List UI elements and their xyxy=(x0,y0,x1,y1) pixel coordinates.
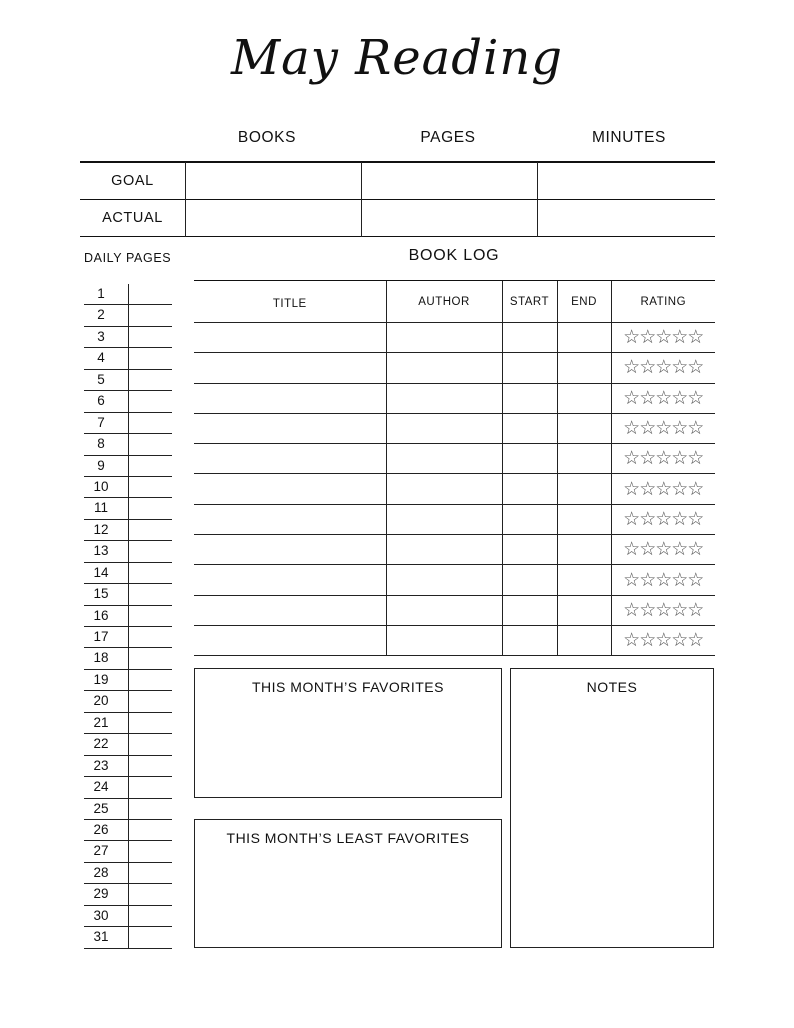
daily-pages-row[interactable] xyxy=(84,841,172,862)
rating-stars[interactable]: ☆☆☆☆☆ xyxy=(611,504,715,534)
day-number: 12 xyxy=(93,521,109,537)
day-number: 24 xyxy=(93,779,109,795)
rating-column-header: RATING xyxy=(611,281,715,323)
minutes-goal-field[interactable] xyxy=(538,163,714,198)
daily-pages-row[interactable] xyxy=(84,734,172,755)
author-cell[interactable] xyxy=(386,625,502,655)
daily-pages-row[interactable] xyxy=(84,498,172,519)
author-cell[interactable] xyxy=(386,383,502,413)
day-number: 18 xyxy=(93,650,109,666)
day-number: 13 xyxy=(93,543,109,559)
title-cell[interactable] xyxy=(194,383,386,413)
start-cell[interactable] xyxy=(502,504,557,534)
day-number: 3 xyxy=(97,328,105,344)
day-number: 30 xyxy=(93,907,109,923)
books-actual-field[interactable] xyxy=(186,200,360,235)
day-number: 10 xyxy=(93,478,109,494)
title-cell[interactable] xyxy=(194,353,386,383)
book-log-row xyxy=(194,625,715,655)
day-number: 4 xyxy=(97,350,105,366)
notes-title: NOTES xyxy=(586,679,638,695)
daily-pages-row[interactable] xyxy=(84,799,172,820)
book-log-table xyxy=(194,280,715,656)
day-number: 23 xyxy=(93,757,109,773)
title-cell[interactable] xyxy=(194,413,386,443)
day-number: 6 xyxy=(97,393,105,409)
author-cell[interactable] xyxy=(386,595,502,625)
minutes-column-header: MINUTES xyxy=(592,129,666,146)
favorites-title: THIS MONTH’S FAVORITES xyxy=(252,679,444,695)
daily-pages-row[interactable] xyxy=(84,456,172,477)
book-log-row xyxy=(194,565,715,595)
day-number: 19 xyxy=(93,671,109,687)
daily-pages-row[interactable] xyxy=(84,541,172,562)
title-cell[interactable] xyxy=(194,625,386,655)
day-number: 17 xyxy=(93,629,109,644)
author-cell[interactable] xyxy=(386,323,502,353)
author-cell[interactable] xyxy=(386,444,502,474)
daily-pages-title: DAILY PAGES xyxy=(84,251,172,265)
books-goal-field[interactable] xyxy=(186,163,360,198)
book-log-row xyxy=(194,444,715,474)
least-favorites-title: THIS MONTH’S LEAST FAVORITES xyxy=(226,830,470,846)
end-cell[interactable] xyxy=(557,474,611,504)
author-cell[interactable] xyxy=(386,413,502,443)
pages-actual-field[interactable] xyxy=(362,200,536,235)
rating-stars[interactable]: ☆☆☆☆☆ xyxy=(611,595,715,625)
page-title: May Reading xyxy=(230,30,564,86)
daily-pages-row[interactable] xyxy=(84,563,172,584)
start-cell[interactable] xyxy=(502,444,557,474)
book-log-row xyxy=(194,383,715,413)
daily-pages-row[interactable] xyxy=(84,477,172,498)
daily-pages-row[interactable] xyxy=(84,520,172,541)
book-log-row xyxy=(194,323,715,353)
goal-label: GOAL xyxy=(111,173,154,189)
rating-stars[interactable]: ☆☆☆☆☆ xyxy=(611,625,715,655)
end-cell[interactable] xyxy=(557,413,611,443)
least-favorites-box[interactable] xyxy=(194,819,502,948)
daily-pages-row[interactable] xyxy=(84,756,172,777)
author-cell[interactable] xyxy=(386,474,502,504)
start-cell[interactable] xyxy=(502,323,557,353)
book-log-row xyxy=(194,535,715,565)
daily-pages-row[interactable] xyxy=(84,584,172,605)
day-number: 14 xyxy=(93,564,109,580)
day-number: 26 xyxy=(93,821,109,837)
daily-pages-row[interactable] xyxy=(84,348,172,369)
end-cell[interactable] xyxy=(557,595,611,625)
start-column-header: START xyxy=(502,281,557,323)
author-cell[interactable] xyxy=(386,353,502,383)
daily-pages-row[interactable] xyxy=(84,648,172,669)
title-cell[interactable] xyxy=(194,535,386,565)
favorites-box[interactable] xyxy=(194,668,502,798)
book-log-title: BOOK LOG xyxy=(408,247,500,264)
day-number: 21 xyxy=(93,714,109,730)
rating-stars[interactable]: ☆☆☆☆☆ xyxy=(611,413,715,443)
rating-stars[interactable]: ☆☆☆☆☆ xyxy=(611,353,715,383)
title-cell[interactable] xyxy=(194,504,386,534)
book-log-row xyxy=(194,413,715,443)
daily-pages-row[interactable] xyxy=(84,413,172,434)
day-number: 27 xyxy=(93,843,109,859)
day-number: 9 xyxy=(97,457,105,473)
daily-pages-row[interactable] xyxy=(84,777,172,798)
books-column-header: BOOKS xyxy=(237,129,297,146)
daily-pages-row[interactable] xyxy=(84,284,172,305)
day-number: 1 xyxy=(97,286,105,301)
start-cell[interactable] xyxy=(502,535,557,565)
daily-pages-row[interactable] xyxy=(84,906,172,927)
summary-bottom-rule xyxy=(80,236,715,237)
day-number: 31 xyxy=(93,929,109,945)
daily-pages-row[interactable] xyxy=(84,327,172,348)
title-cell[interactable] xyxy=(194,444,386,474)
daily-pages-row[interactable] xyxy=(84,434,172,455)
rating-stars[interactable]: ☆☆☆☆☆ xyxy=(611,323,715,353)
start-cell[interactable] xyxy=(502,353,557,383)
daily-pages-row[interactable] xyxy=(84,691,172,712)
day-number: 20 xyxy=(93,693,109,709)
book-log-row xyxy=(194,353,715,383)
title-cell[interactable] xyxy=(194,323,386,353)
start-cell[interactable] xyxy=(502,474,557,504)
daily-pages-row[interactable] xyxy=(84,713,172,734)
title-cell[interactable] xyxy=(194,595,386,625)
book-log-row xyxy=(194,474,715,504)
end-cell[interactable] xyxy=(557,504,611,534)
daily-pages-table xyxy=(84,284,172,949)
author-cell[interactable] xyxy=(386,504,502,534)
day-number: 8 xyxy=(97,436,105,452)
start-cell[interactable] xyxy=(502,625,557,655)
rating-stars[interactable]: ☆☆☆☆☆ xyxy=(611,565,715,595)
daily-pages-row[interactable] xyxy=(84,863,172,884)
end-cell[interactable] xyxy=(557,353,611,383)
end-cell[interactable] xyxy=(557,565,611,595)
day-number: 25 xyxy=(93,800,109,816)
title-column-header: TITLE xyxy=(194,281,386,323)
day-number: 11 xyxy=(93,500,108,516)
author-cell[interactable] xyxy=(386,535,502,565)
rating-stars[interactable]: ☆☆☆☆☆ xyxy=(611,383,715,413)
minutes-actual-field[interactable] xyxy=(538,200,714,235)
daily-pages-row[interactable] xyxy=(84,927,172,948)
day-number: 2 xyxy=(97,307,105,323)
daily-pages-row[interactable] xyxy=(84,884,172,905)
book-log-row xyxy=(194,504,715,534)
rating-stars[interactable]: ☆☆☆☆☆ xyxy=(611,444,715,474)
start-cell[interactable] xyxy=(502,565,557,595)
rating-stars[interactable]: ☆☆☆☆☆ xyxy=(611,535,715,565)
notes-box[interactable] xyxy=(510,668,714,948)
pages-column-header: PAGES xyxy=(420,129,476,146)
day-number: 29 xyxy=(93,886,109,902)
start-cell[interactable] xyxy=(502,383,557,413)
day-number: 16 xyxy=(93,607,109,623)
daily-pages-row[interactable] xyxy=(84,670,172,691)
author-cell[interactable] xyxy=(386,565,502,595)
daily-pages-row[interactable] xyxy=(84,391,172,412)
end-cell[interactable] xyxy=(557,323,611,353)
actual-label: ACTUAL xyxy=(102,210,163,226)
start-cell[interactable] xyxy=(502,595,557,625)
title-cell[interactable] xyxy=(194,565,386,595)
daily-pages-row[interactable] xyxy=(84,305,172,326)
end-cell[interactable] xyxy=(557,444,611,474)
book-log-row xyxy=(194,595,715,625)
daily-pages-row[interactable] xyxy=(84,820,172,841)
pages-goal-field[interactable] xyxy=(362,163,536,198)
start-cell[interactable] xyxy=(502,413,557,443)
rating-stars[interactable]: ☆☆☆☆☆ xyxy=(611,474,715,504)
end-cell[interactable] xyxy=(557,383,611,413)
day-number: 22 xyxy=(93,736,109,752)
daily-pages-row[interactable] xyxy=(84,606,172,627)
end-cell[interactable] xyxy=(557,535,611,565)
day-number: 28 xyxy=(93,864,109,880)
daily-pages-row[interactable] xyxy=(84,370,172,391)
day-number: 15 xyxy=(93,586,109,602)
end-cell[interactable] xyxy=(557,625,611,655)
end-column-header: END xyxy=(557,281,611,323)
title-cell[interactable] xyxy=(194,474,386,504)
author-column-header: AUTHOR xyxy=(386,281,502,323)
daily-pages-row[interactable] xyxy=(84,627,172,648)
day-number: 5 xyxy=(97,371,105,387)
day-number: 7 xyxy=(97,414,105,430)
